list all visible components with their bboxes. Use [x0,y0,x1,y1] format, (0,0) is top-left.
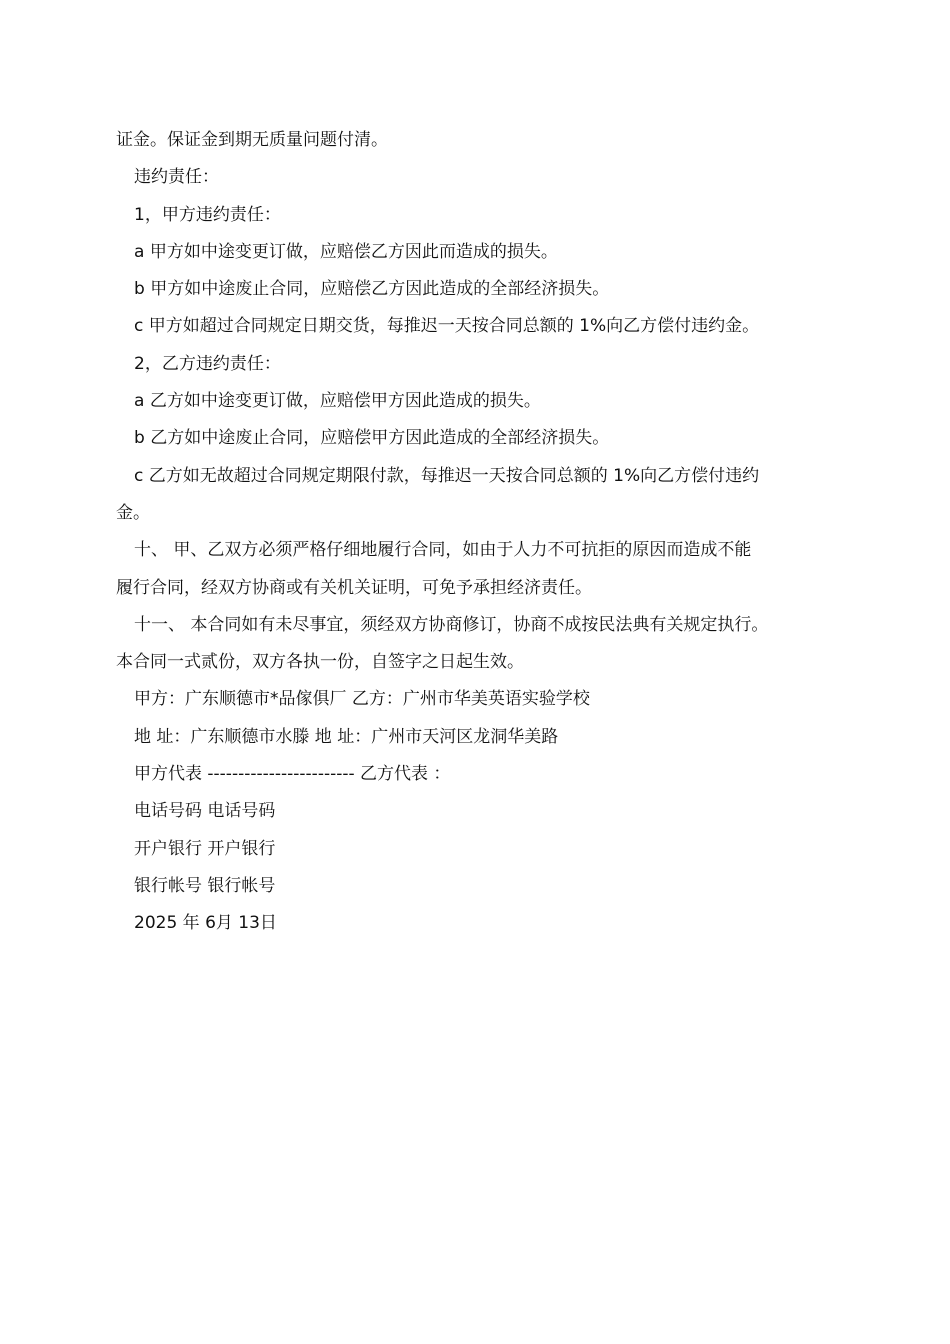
section-heading-breach: 违约责任： [134,167,219,188]
party-names: 甲方：广东顺德市*品傢俱厂 乙方：广州市华美英语实验学校 [134,689,590,710]
contract-text [116,122,856,943]
paragraph-line: 证金。保证金到期无质量问题付清。 [116,130,388,150]
phone-numbers: 电话号码 电话号码 [134,801,276,822]
article-ten: 十、 甲、乙双方必须严格仔细地履行合同，如由于人力不可抗拒的原因而造成不能 [134,540,752,561]
party-representatives: 甲方代表 ------------------------ 乙方代表 ： [134,764,451,785]
party-b-breach-heading: 2，乙方违约责任： [134,353,281,374]
clause-a-party-b: a 乙方如中途变更订做，应赔偿甲方因此造成的损失。 [134,391,541,412]
clause-a-party-a: a 甲方如中途变更订做，应赔偿乙方因此而造成的损失。 [134,241,558,262]
signing-date: 2025 年 6月 13日 [134,913,277,934]
clause-c-party-a: c 甲方如超过合同规定日期交货，每推迟一天按合同总额的 1%向乙方偿付违约金。 [134,316,760,337]
clause-b-party-b: b 乙方如中途废止合同，应赔偿甲方因此造成的全部经济损失。 [134,428,610,449]
party-a-breach-heading: 1，甲方违约责任： [134,204,281,225]
article-ten-continued: 履行合同，经双方协商或有关机关证明，可免予承担经济责任。 [116,577,592,598]
article-eleven: 十一、 本合同如有未尽事宜，须经双方协商修订，协商不成按民法典有关规定执行。 [134,614,769,635]
clause-b-party-a: b 甲方如中途废止合同，应赔偿乙方因此造成的全部经济损失。 [134,279,610,300]
clause-c-party-b: c 乙方如无故超过合同规定期限付款，每推迟一天按合同总额的 1%向乙方偿付违约 [134,465,760,486]
bank-accounts: 银行帐号 银行帐号 [134,875,276,896]
opening-banks: 开户银行 开户银行 [134,838,276,859]
party-addresses: 地 址：广东顺德市水滕 地 址：广州市天河区龙洞华美路 [134,726,559,747]
clause-c-party-b-continued: 金。 [116,502,150,523]
article-eleven-continued: 本合同一式贰份，双方各执一份，自签字之日起生效。 [116,652,524,673]
